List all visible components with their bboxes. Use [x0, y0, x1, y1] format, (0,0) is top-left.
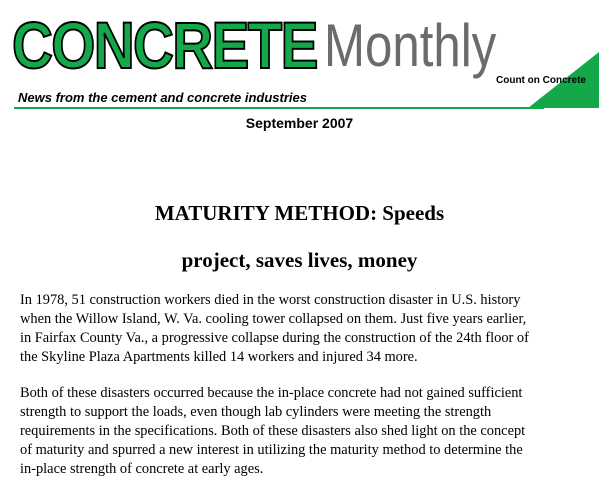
paragraph-line: the Skyline Plaza Apartments killed 14 workers and injured 34 more. — [20, 349, 418, 365]
paragraph-line: In 1978, 51 construction workers died in the worst construction disaster in U.S. history — [20, 292, 521, 308]
article-headline-line-1: MATURITY METHOD: Speeds — [154, 201, 445, 225]
brand-title-monthly: Monthly — [324, 12, 497, 79]
masthead-divider — [14, 107, 544, 109]
paragraph-line: requirements in the specifications. Both of these disasters also shed light on the concept — [20, 423, 526, 439]
paragraph-line: of maturity and spurred a new interest in utilizing the maturity method to determine the — [20, 442, 523, 458]
tagline: News from the cement and concrete industries — [18, 90, 307, 105]
logo-text: Count on Concrete — [496, 75, 586, 86]
article-paragraph-2 — [20, 384, 590, 479]
paragraph-line: in Fairfax County Va., a progressive collapse during the construction of the 24th floor of — [20, 330, 529, 346]
paragraph-line: Both of these disasters occurred because the in-place concrete had not gained sufficient — [20, 385, 523, 401]
paragraph-line: when the Willow Island, W. Va. cooling tower collapsed on them. Just five years earlier, — [20, 311, 527, 327]
paragraph-line: strength to support the loads, even though lab cylinders were meeting the strength — [20, 404, 492, 420]
paragraph-line: in-place strength of concrete at early ages. — [20, 461, 264, 477]
article-paragraph-1 — [20, 291, 590, 367]
article-headline-line-2: project, saves lives, money — [181, 248, 418, 272]
issue-date: September 2007 — [245, 115, 354, 131]
count-on-concrete-logo — [488, 52, 599, 108]
brand-title-concrete: CONCRETE — [12, 8, 317, 82]
masthead — [0, 0, 599, 140]
